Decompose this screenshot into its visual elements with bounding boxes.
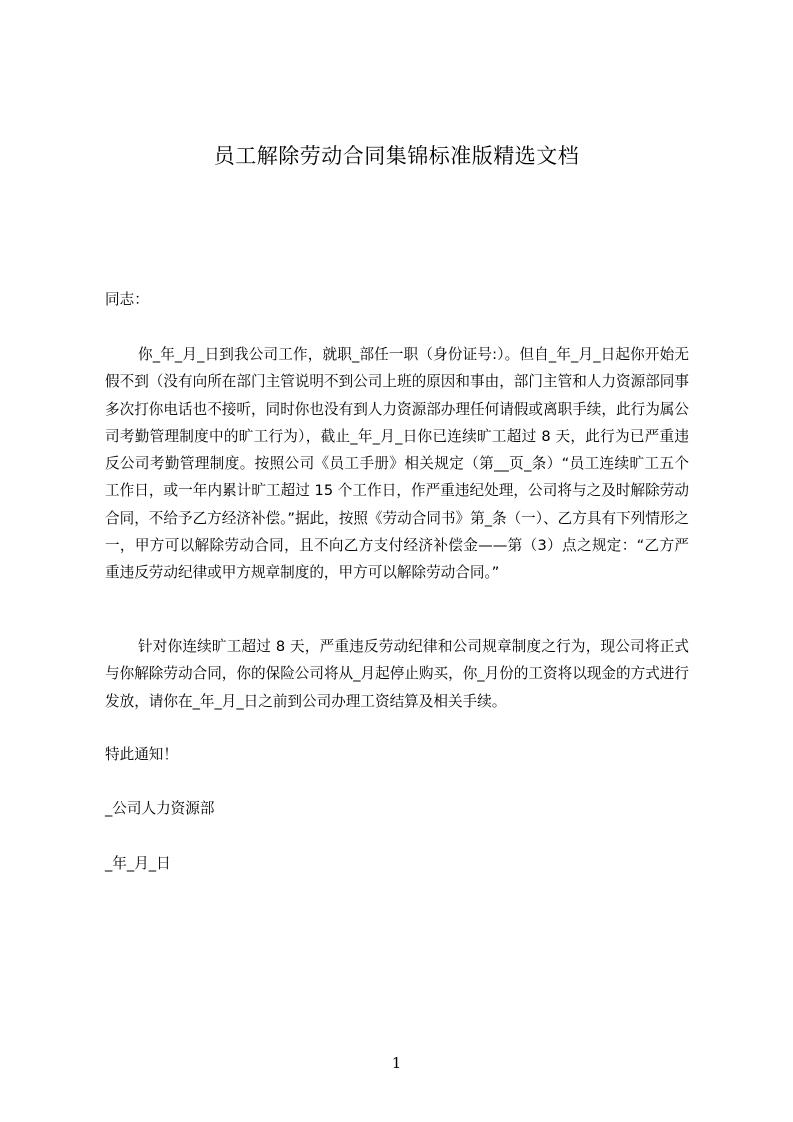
body-paragraph-absence: 你_年_月_日到我公司工作，就职_部任一职（身份证号:）。但自_年_月_日起你开始无假不到（没有向所在部门主管说明不到公司上班的原因和事由，部门主管和人力资源部同事多次打你电话也不接听，同时你也没有到人力资源部办理任何请假或离职手续，此行为属公司考勤管理制度中的旷工行为），截止_年_月_日你已连续旷工超过 8 天，此行为已严重违反公司考勤管理制度。按照公司《员工手册》相关规定（第__页_条）“员工连续旷工五个工作日，或一年内累计旷工超过 15 个工作日，作严重违纪处理，公司将与之及时解除劳动合同，不给予乙方经济补偿。”据此，按照《劳动合同书》第_条（一）、乙方具有下列情形之一，甲方可以解除劳动合同，且不向乙方支付经济补偿金——第（3）点之规定：“乙方严重违反劳动纪律或甲方规章制度的，甲方可以解除劳动合同。” (105, 346, 690, 582)
salutation-line: 同志： (105, 291, 149, 308)
date-line: _年_月_日 (105, 855, 171, 872)
signature-line: _公司人力资源部 (105, 800, 215, 817)
notice-line: 特此通知！ (105, 746, 178, 763)
page-number: 1 (391, 1054, 402, 1072)
body-paragraph-termination: 针对你连续旷工超过 8 天，严重违反劳动纪律和公司规章制度之行为，现公司将正式与你解除劳动合同，你的保险公司将从_月起停止购买，你_月份的工资将以现金的方式进行发放，请你在_年_月_日之前到公司办理工资结算及相关手续。 (105, 638, 689, 710)
document-title: 员工解除劳动合同集锦标准版精选文档 (213, 144, 580, 168)
